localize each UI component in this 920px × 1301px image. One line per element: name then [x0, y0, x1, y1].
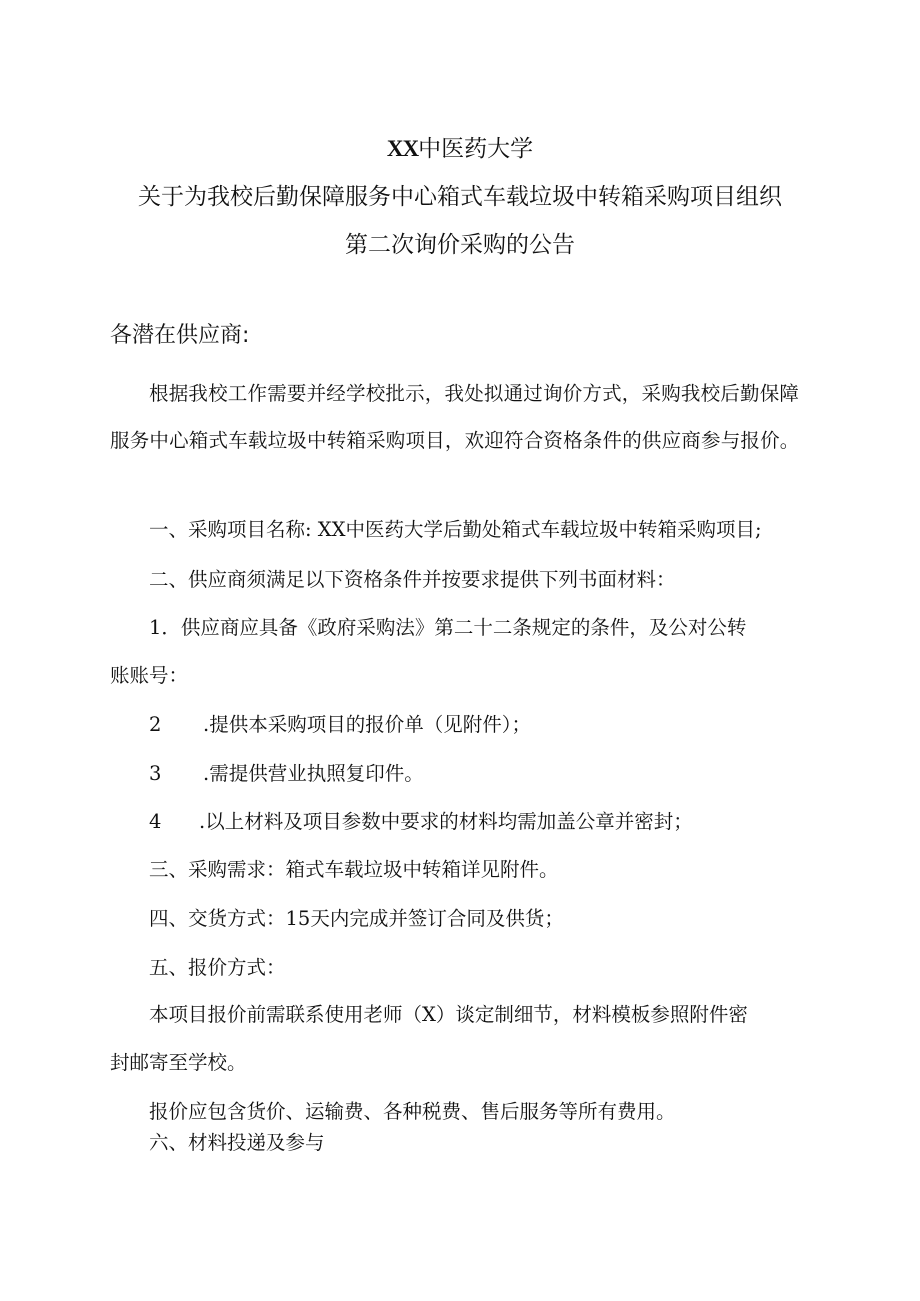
requirement-2 — [149, 711, 531, 739]
requirement-4 — [149, 808, 693, 836]
quotation-line-1: 本项目报价前需联系使用老师（X）谈定制细节，材料模板参照附件密 — [149, 1003, 748, 1026]
salutation: 各潜在供应商: — [110, 323, 250, 348]
requirement-1-line-2: 账账号： — [110, 664, 189, 687]
requirement-2-number: 2 — [149, 713, 162, 736]
section-3-demand: 三、采购需求：箱式车载垃圾中转箱详见附件。 — [149, 858, 559, 881]
requirement-4-number: 4 — [149, 810, 162, 833]
section-1-project-name: 一、采购项目名称: XX中医药大学后勤处箱式车载垃圾中转箱采购项目; — [149, 518, 762, 541]
section-5-quotation-method: 五、报价方式： — [149, 956, 286, 979]
title-main-text: 中医药大学 — [418, 136, 534, 162]
requirement-3-text: .需提供营业执照复印件。 — [203, 762, 424, 785]
document-subtitle-line-2: 第二次询价采购的公告 — [345, 232, 575, 258]
requirement-2-text: .提供本采购项目的报价单（见附件）； — [203, 713, 531, 736]
requirement-4-text: .以上材料及项目参数中要求的材料均需加盖公章并密封； — [199, 810, 693, 833]
section-2-requirements: 二、供应商须满足以下资格条件并按要求提供下列书面材料： — [149, 568, 676, 591]
requirement-3 — [149, 760, 424, 788]
requirement-1-line-1: 1．供应商应具备《政府采购法》第二十二条规定的条件，及公对公转 — [149, 616, 747, 639]
section-4-delivery: 四、交货方式：15天内完成并签订合同及供货； — [149, 907, 564, 930]
document-title — [0, 130, 920, 163]
quotation-line-2: 封邮寄至学校。 — [110, 1051, 247, 1074]
requirement-3-number: 3 — [149, 762, 162, 785]
document-subtitle-line-1: 关于为我校后勤保障服务中心箱式车载垃圾中转箱采购项目组织 — [138, 184, 782, 210]
quotation-line-3: 报价应包含货价、运输费、各种税费、售后服务等所有费用。 — [149, 1100, 676, 1123]
title-prefix: XX — [386, 136, 419, 161]
section-6-submission: 六、材料投递及参与 — [149, 1131, 325, 1154]
intro-paragraph: 根据我校工作需要并经学校批示，我处拟通过询价方式，采购我校后勤保障服务中心箱式车载垃圾中转箱采购项目，欢迎符合资格条件的供应商参与报价。 — [110, 382, 800, 452]
